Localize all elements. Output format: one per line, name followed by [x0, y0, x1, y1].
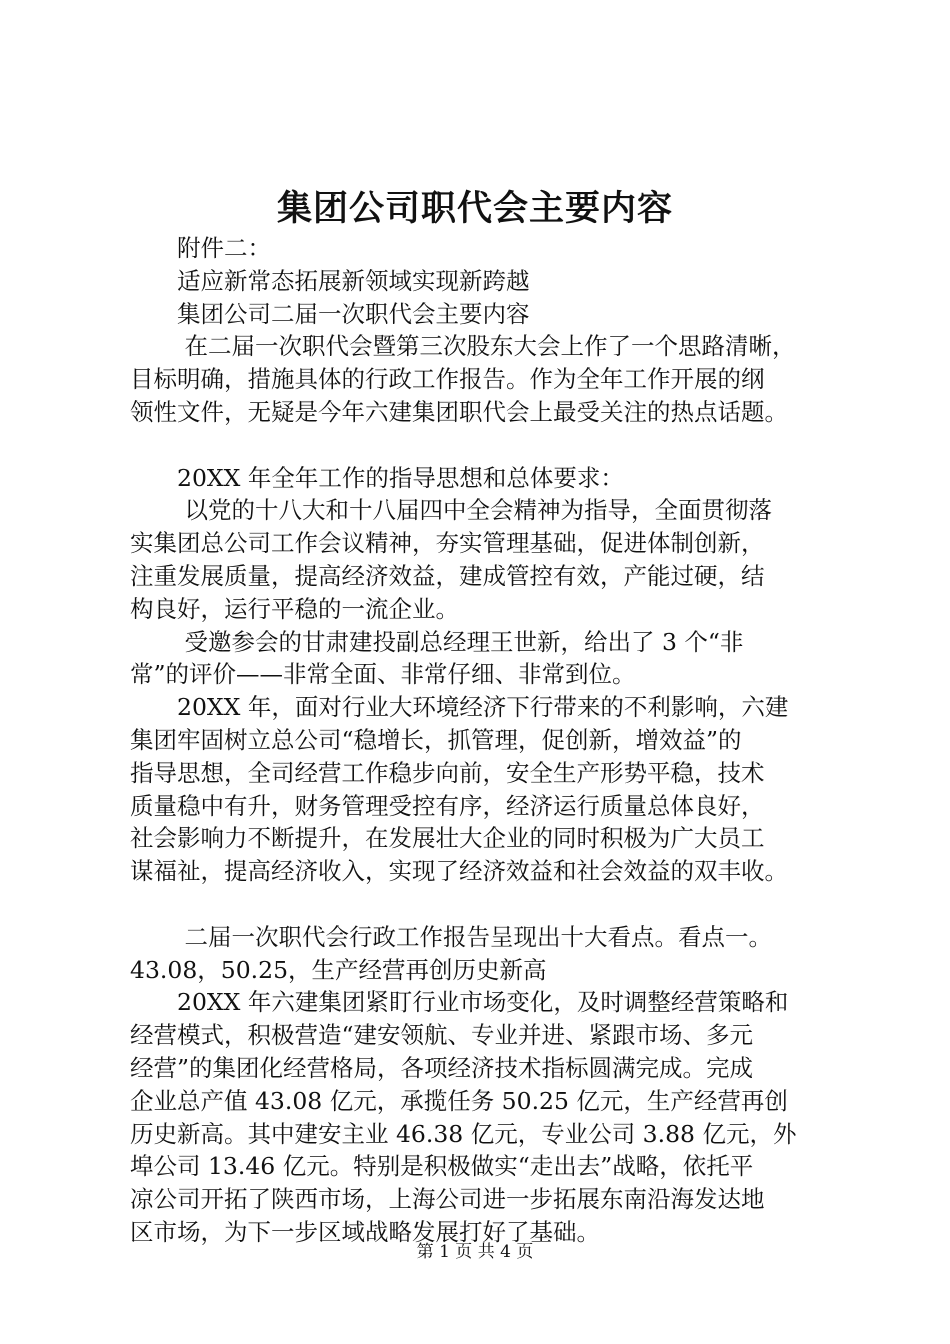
- body-line: 凉公司开拓了陕西市场，上海公司进一步拓展东南沿海发达地: [130, 1185, 765, 1214]
- body-line: 20XX 年六建集团紧盯行业市场变化，及时调整经营策略和: [130, 988, 789, 1017]
- body-line: 二届一次职代会行政工作报告呈现出十大看点。看点一。: [130, 922, 772, 951]
- body-line: 目标明确，措施具体的行政工作报告。作为全年工作开展的纲: [130, 365, 765, 394]
- document-body: [130, 232, 845, 1249]
- blank-line: [130, 888, 845, 921]
- body-line: 在二届一次职代会暨第三次股东大会上作了一个思路清晰，: [130, 332, 796, 361]
- body-line: 质量稳中有升，财务管理受控有序，经济运行质量总体良好，: [130, 791, 765, 820]
- body-line: 社会影响力不断提升，在发展壮大企业的同时积极为广大员工: [130, 824, 765, 853]
- body-line: 构良好，运行平稳的一流企业。: [130, 594, 459, 623]
- body-line: 附件二：: [130, 234, 271, 262]
- body-line: 历史新高。其中建安主业 46.38 亿元，专业公司 3.88 亿元，外: [130, 1119, 797, 1148]
- body-line: 经营模式，积极营造“建安领航、专业并进、紧跟市场、多元: [130, 1021, 754, 1050]
- body-line: 注重发展质量，提高经济效益，建成管控有效，产能过硬，结: [130, 561, 765, 590]
- body-line: 埠公司 13.46 亿元。特别是积极做实“走出去”战略，依托平: [130, 1152, 754, 1181]
- body-line: 经营”的集团化经营格局，各项经济技术指标圆满完成。完成: [130, 1053, 754, 1082]
- body-line: 20XX 年全年工作的指导思想和总体要求：: [130, 463, 624, 492]
- body-line: 受邀参会的甘肃建投副总经理王世新，给出了 3 个“非: [130, 627, 744, 656]
- page-number-footer: 第 1 页 共 4 页: [416, 1242, 534, 1262]
- body-line: 企业总产值 43.08 亿元，承揽任务 50.25 亿元，生产经营再创: [130, 1086, 788, 1115]
- document-title: 集团公司职代会主要内容: [276, 188, 673, 229]
- body-line: 适应新常态拓展新领域实现新跨越: [130, 266, 530, 295]
- body-line: 指导思想，全司经营工作稳步向前，安全生产形势平稳，技术: [130, 758, 765, 787]
- body-line: 集团牢固树立总公司“稳增长，抓管理，促创新，增效益”的: [130, 725, 742, 754]
- body-line: 区市场，为下一步区域战略发展打好了基础。: [130, 1217, 600, 1246]
- body-line: 集团公司二届一次职代会主要内容: [130, 299, 530, 328]
- body-line: 常”的评价——非常全面、非常仔细、非常到位。: [130, 660, 636, 689]
- blank-line: [130, 429, 845, 462]
- body-line: 20XX 年，面对行业大环境经济下行带来的不利影响，六建: [130, 693, 789, 722]
- body-line: 实集团总公司工作会议精神，夯实管理基础，促进体制创新，: [130, 529, 765, 558]
- body-line: 43.08，50.25，生产经营再创历史新高: [130, 955, 547, 984]
- body-line: 谋福祉，提高经济收入，实现了经济效益和社会效益的双丰收。: [130, 857, 788, 886]
- body-line: 领性文件，无疑是今年六建集团职代会上最受关注的热点话题。: [130, 397, 788, 426]
- body-line: 以党的十八大和十八届四中全会精神为指导，全面贯彻落: [130, 496, 772, 525]
